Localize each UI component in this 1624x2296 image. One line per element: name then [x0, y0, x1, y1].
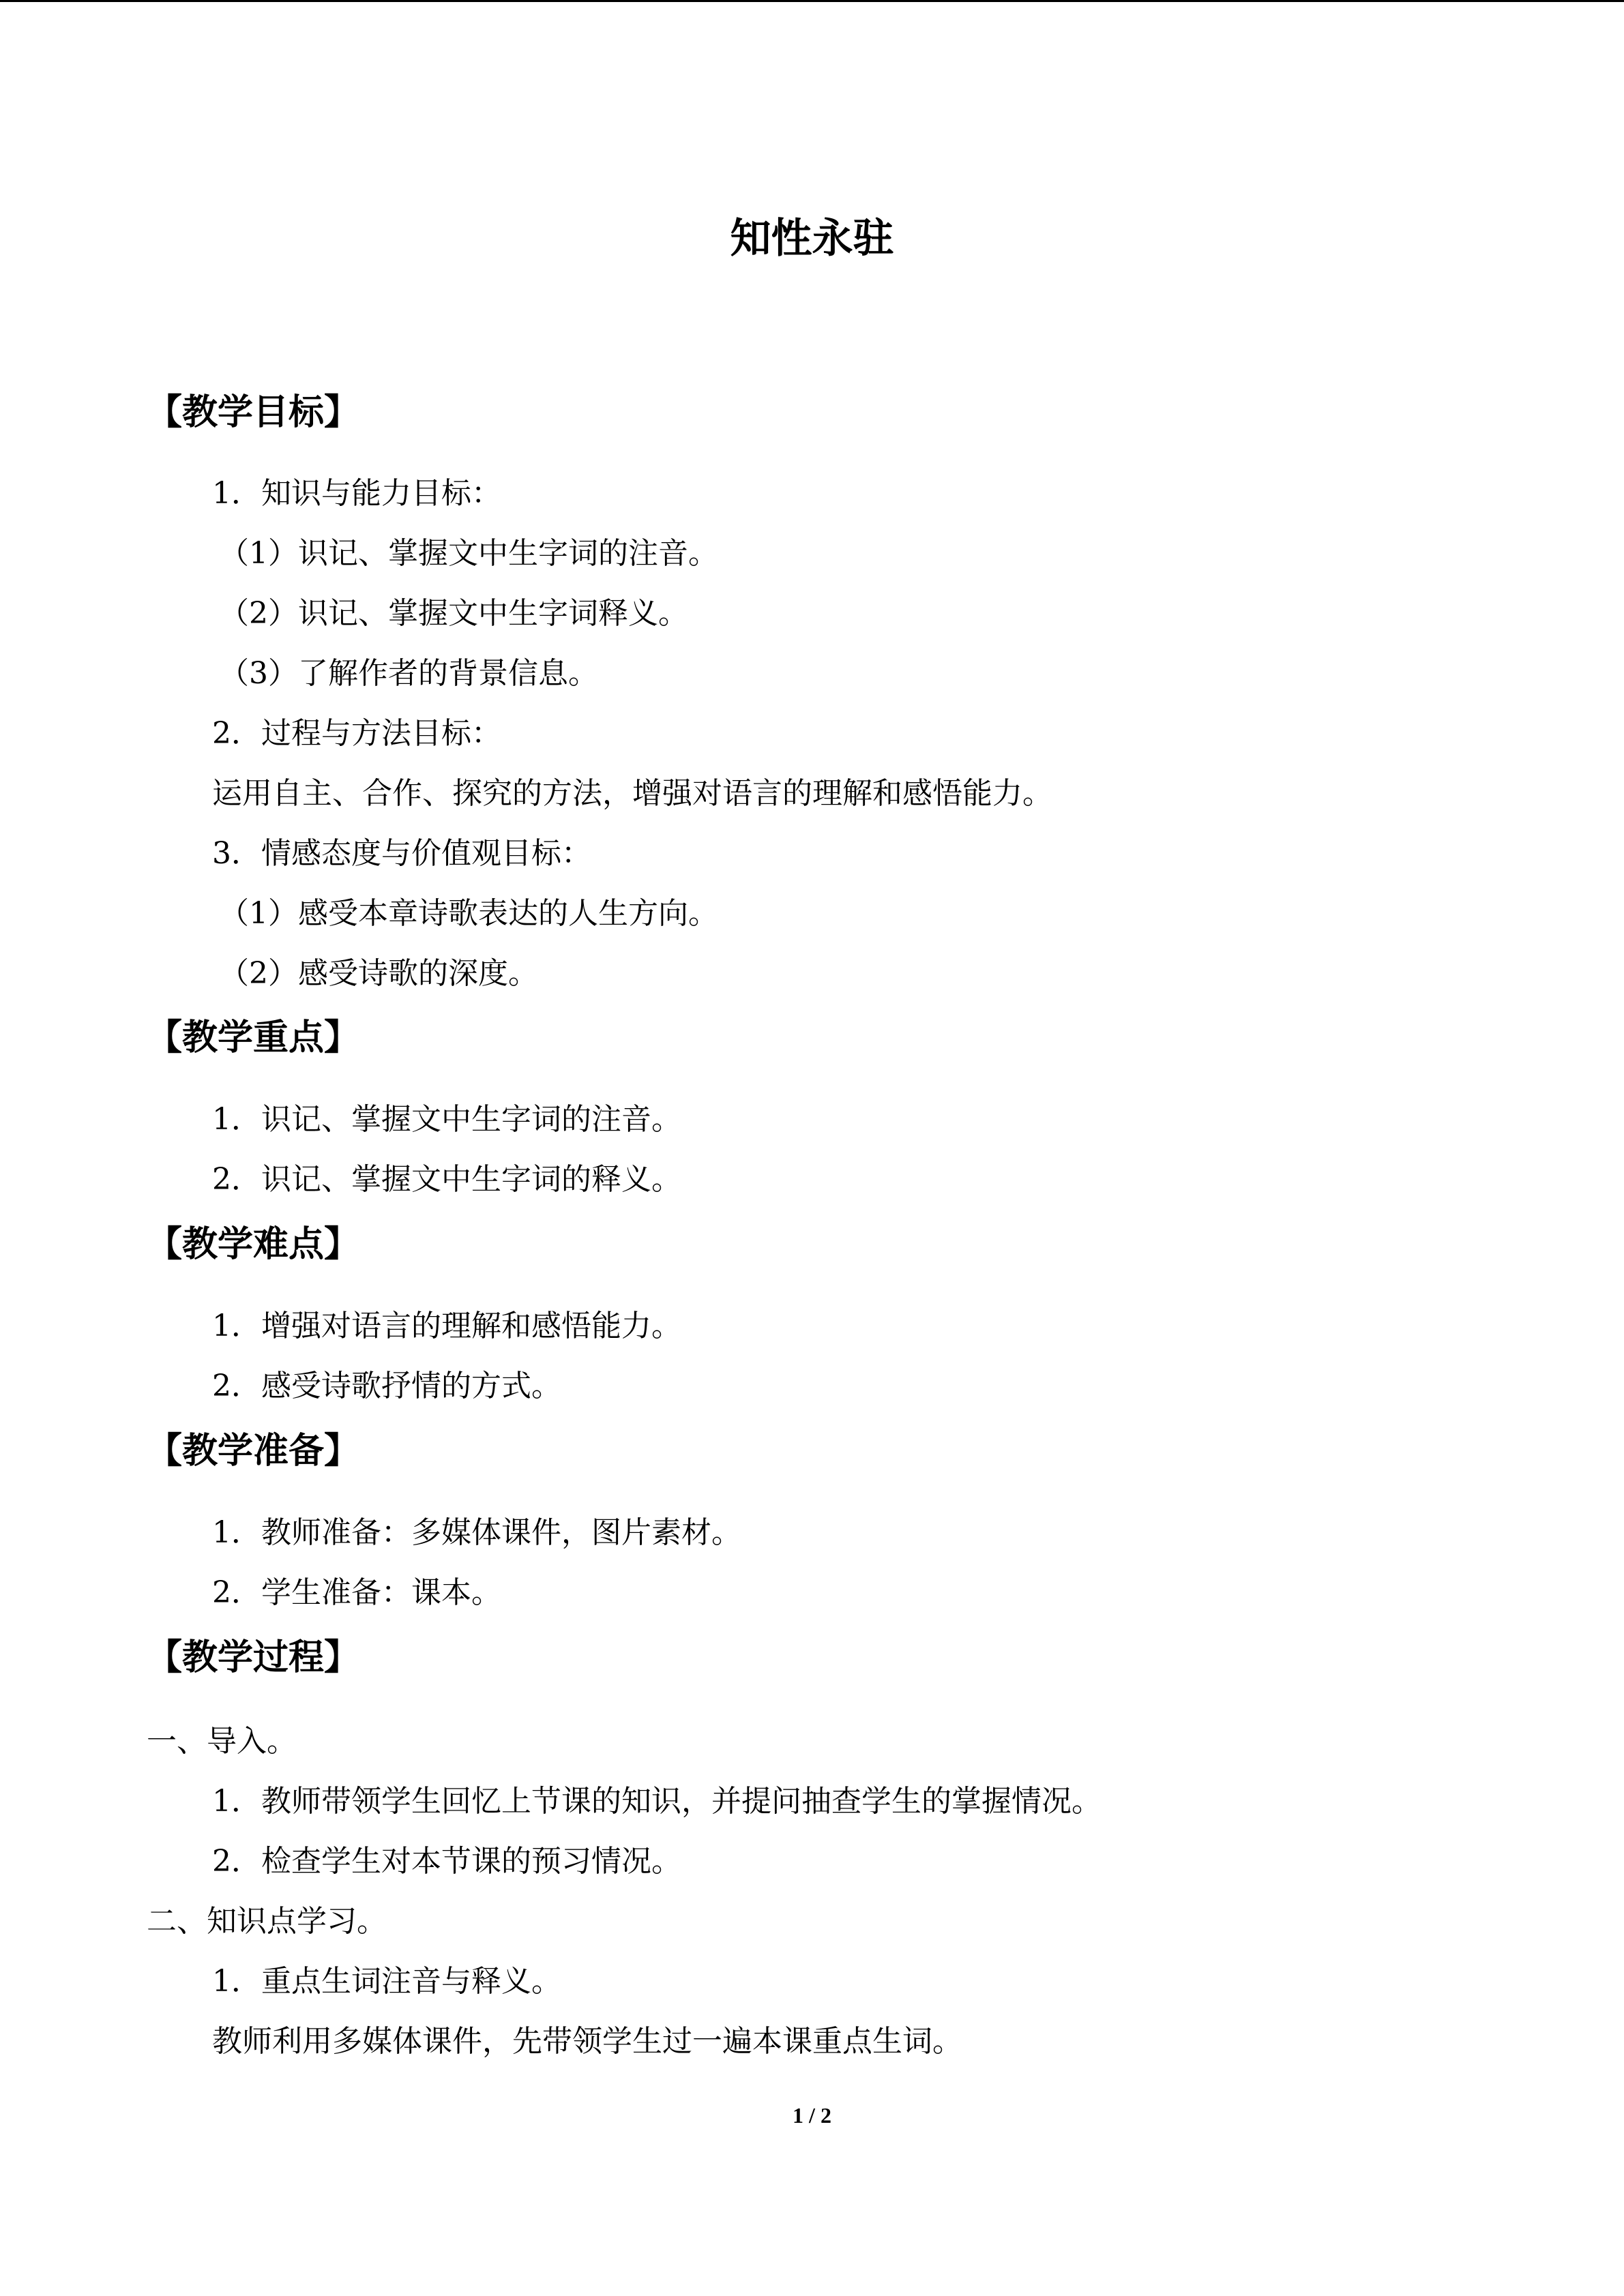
document-title: 知性永驻	[730, 215, 894, 263]
process-line: 一、导入。	[147, 1724, 297, 1759]
objective-line: （2）识记、掌握文中生字词释义。	[219, 596, 688, 631]
preparation-line: 1．教师准备：多媒体课件，图片素材。	[212, 1515, 741, 1550]
page-number: 1 / 2	[793, 2103, 831, 2128]
process-line: 2．检查学生对本节课的预习情况。	[212, 1844, 681, 1879]
section-heading-difficulties: 【教学难点】	[147, 1224, 360, 1265]
objective-line: 1．知识与能力目标：	[212, 476, 501, 511]
section-heading-process: 【教学过程】	[147, 1637, 360, 1678]
section-heading-preparation: 【教学准备】	[147, 1431, 360, 1472]
process-line: 二、知识点学习。	[147, 1904, 387, 1939]
key-point-line: 1．识记、掌握文中生字词的注音。	[212, 1102, 681, 1137]
objective-line: （3）了解作者的背景信息。	[219, 656, 598, 691]
objective-line: 2．过程与方法目标：	[212, 716, 501, 751]
objective-line: 运用自主、合作、探究的方法，增强对语言的理解和感悟能力。	[212, 776, 1052, 811]
key-point-line: 2．识记、掌握文中生字词的释义。	[212, 1162, 681, 1197]
process-line: 教师利用多媒体课件，先带领学生过一遍本课重点生词。	[212, 2024, 962, 2059]
process-line: 1．教师带领学生回忆上节课的知识，并提问抽查学生的掌握情况。	[212, 1784, 1102, 1819]
preparation-line: 2．学生准备：课本。	[212, 1575, 501, 1610]
process-line: 1．重点生词注音与释义。	[212, 1964, 561, 1999]
difficulty-line: 2．感受诗歌抒情的方式。	[212, 1369, 561, 1403]
top-border-line	[0, 0, 1624, 2]
objective-line: （1）识记、掌握文中生字词的注音。	[219, 536, 718, 571]
objective-line: （2）感受诗歌的深度。	[219, 956, 538, 991]
difficulty-line: 1．增强对语言的理解和感悟能力。	[212, 1309, 681, 1343]
section-heading-key-points: 【教学重点】	[147, 1017, 360, 1058]
section-heading-objectives: 【教学目标】	[147, 392, 360, 433]
objective-line: （1）感受本章诗歌表达的人生方向。	[219, 896, 718, 931]
objective-line: 3．情感态度与价值观目标：	[212, 836, 591, 871]
